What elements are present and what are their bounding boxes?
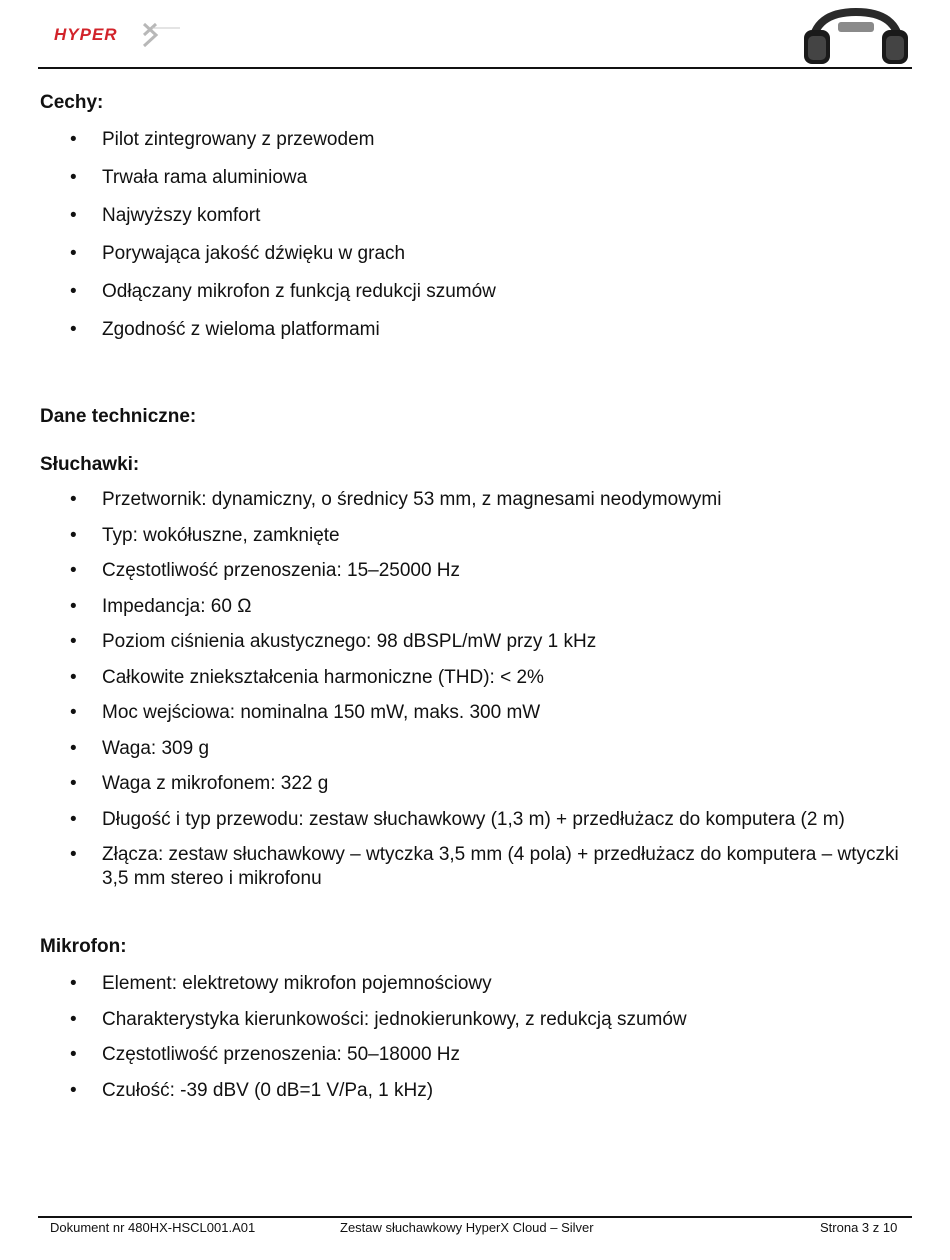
footer-page-number: Strona 3 z 10 (820, 1220, 898, 1235)
list-item: • Częstotliwość przenoszenia: 15–25000 Hz (0, 559, 900, 583)
list-item: • Poziom ciśnienia akustycznego: 98 dBSPL/mW przy 1 kHz (0, 630, 900, 654)
list-item: • Element: elektretowy mikrofon pojemnościowy (0, 972, 900, 996)
header-divider (38, 67, 912, 69)
list-item: • Częstotliwość przenoszenia: 50–18000 Hz (0, 1043, 900, 1067)
list-item: • Zgodność z wieloma platformami (0, 318, 900, 342)
list-item: • Całkowite zniekształcenia harmoniczne (THD): < 2% (0, 666, 900, 690)
list-item: • Charakterystyka kierunkowości: jednokierunkowy, z redukcją szumów (0, 1008, 900, 1032)
specs-heading: Dane techniczne: (40, 406, 197, 427)
list-item: • Czułość: -39 dBV (0 dB=1 V/Pa, 1 kHz) (0, 1079, 900, 1103)
svg-text:HYPER: HYPER (54, 25, 118, 44)
microphone-spec-list (0, 972, 900, 1114)
list-item: • Trwała rama aluminiowa (0, 166, 900, 190)
list-item: • Długość i typ przewodu: zestaw słuchawkowy (1,3 m) + przedłużacz do komputera (2 m) (0, 808, 900, 832)
list-item: • Moc wejściowa: nominalna 150 mW, maks. 300 mW (0, 701, 900, 725)
hyperx-logo (52, 20, 192, 50)
headphones-heading: Słuchawki: (40, 454, 140, 475)
list-item: • Typ: wokółuszne, zamknięte (0, 524, 900, 548)
footer-doc-number: Dokument nr 480HX-HSCL001.A01 (50, 1220, 256, 1235)
features-heading: Cechy: (40, 92, 104, 113)
list-item: • Złącza: zestaw słuchawkowy – wtyczka 3,5 mm (4 pola) + przedłużacz do komputera – wtyczki 3,5 mm stereo i mikrofonu (0, 843, 900, 891)
headphones-spec-list (0, 488, 900, 903)
list-item: • Impedancja: 60 Ω (0, 595, 900, 619)
features-list (0, 128, 900, 356)
list-item: • Odłączany mikrofon z funkcją redukcji szumów (0, 280, 900, 304)
footer-product-name: Zestaw słuchawkowy HyperX Cloud – Silver (340, 1220, 594, 1235)
list-item: • Porywająca jakość dźwięku w grach (0, 242, 900, 266)
list-item: • Waga z mikrofonem: 322 g (0, 772, 900, 796)
footer-divider (38, 1216, 912, 1218)
microphone-heading: Mikrofon: (40, 936, 127, 957)
list-item: • Pilot zintegrowany z przewodem (0, 128, 900, 152)
list-item: • Najwyższy komfort (0, 204, 900, 228)
headset-photo-image (802, 6, 910, 66)
list-item: • Przetwornik: dynamiczny, o średnicy 53 mm, z magnesami neodymowymi (0, 488, 900, 512)
page-header (38, 0, 912, 69)
list-item: • Waga: 309 g (0, 737, 900, 761)
